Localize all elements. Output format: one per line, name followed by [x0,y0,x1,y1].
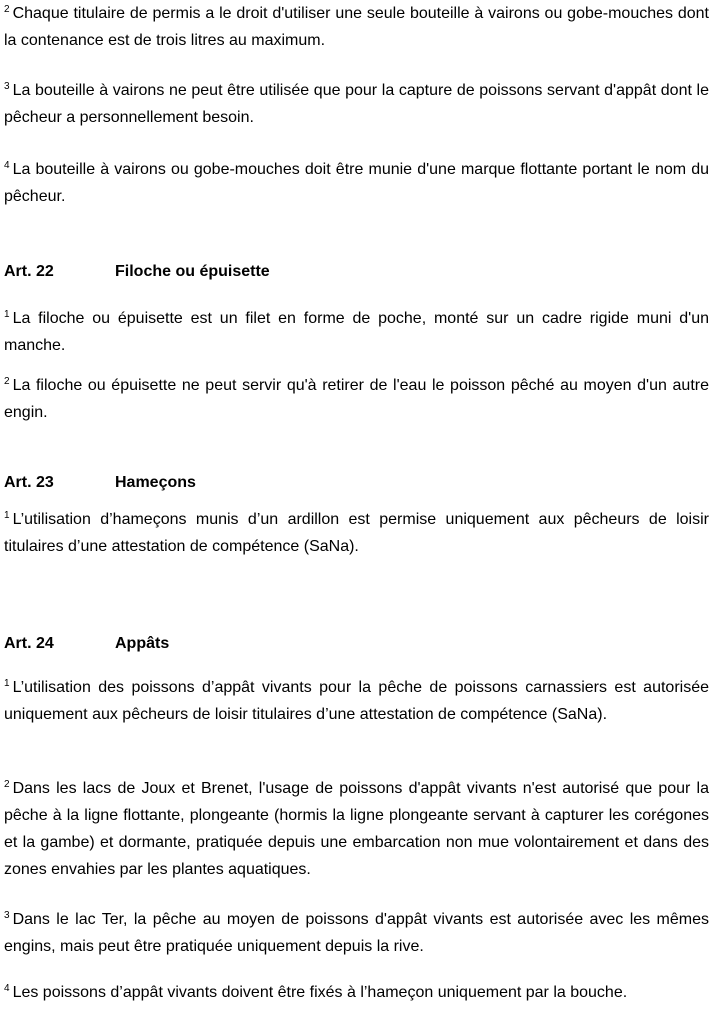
paragraph-art22-al2 [4,372,709,426]
paragraph-art24-al4 [4,979,709,1006]
paragraph-number: 3 [4,910,10,921]
paragraph-text: Les poissons d’appât vivants doivent être fixés à l’hameçon uniquement par la bouche. [12,984,628,1001]
paragraph-text: La filoche ou épuisette est un filet en forme de poche, monté sur un cadre rigide muni d'un manche. [4,310,709,354]
article-title: Hameçons [115,474,196,491]
paragraph-text: L’utilisation des poissons d’appât vivants pour la pêche de poissons carnassiers est autorisée uniquement aux pêcheurs de loisir titulaires d’une attestation de compétence (SaNa). [4,679,709,723]
paragraph-number: 4 [4,160,10,171]
article-heading-24 [4,630,709,657]
paragraph-art24-al1 [4,674,709,728]
paragraph-number: 4 [4,983,10,994]
paragraph-art24-al3 [4,906,709,960]
article-heading-22 [4,258,709,285]
paragraph-art22-al1 [4,305,709,359]
article-number: Art. 24 [4,635,54,652]
paragraph-text: Chaque titulaire de permis a le droit d'utiliser une seule bouteille à vairons ou gobe-mouches dont la contenance est de trois litres au maximum. [4,5,709,49]
paragraph-number: 2 [4,376,10,387]
article-number: Art. 23 [4,474,54,491]
paragraph-text: L’utilisation d’hameçons munis d’un ardillon est permise uniquement aux pêcheurs de loisir titulaires d’une attestation de compétence (SaNa). [4,511,709,555]
paragraph-number: 2 [4,4,10,15]
paragraph-art21-al4 [4,156,709,210]
paragraph-number: 1 [4,678,10,689]
paragraph-text: Dans le lac Ter, la pêche au moyen de poissons d'appât vivants est autorisée avec les mêmes engins, mais peut être pratiquée uniquement depuis la rive. [4,911,709,955]
article-number: Art. 22 [4,263,54,280]
paragraph-number: 2 [4,779,10,790]
paragraph-text: Dans les lacs de Joux et Brenet, l'usage de poissons d'appât vivants n'est autorisé que pour la pêche à la ligne flottante, plongeante (hormis la ligne plongeante servant à capturer les corégones et la gambe) et dormante, pratiquée depuis une embarcation non mue volontairement et dans des zones envahies par les plantes aquatiques. [4,780,709,878]
paragraph-art21-al3 [4,77,709,131]
article-title: Filoche ou épuisette [115,263,270,280]
paragraph-art24-al2 [4,775,709,883]
paragraph-number: 1 [4,309,10,320]
article-title: Appâts [115,635,170,652]
paragraph-number: 3 [4,81,10,92]
paragraph-number: 1 [4,510,10,521]
paragraph-art21-al2 [4,0,709,54]
paragraph-text: La filoche ou épuisette ne peut servir qu'à retirer de l'eau le poisson pêché au moyen d'un autre engin. [4,377,709,421]
paragraph-text: La bouteille à vairons ne peut être utilisée que pour la capture de poissons servant d'appât dont le pêcheur a personnellement besoin. [4,82,709,126]
article-heading-23 [4,469,709,496]
paragraph-text: La bouteille à vairons ou gobe-mouches doit être munie d'une marque flottante portant le nom du pêcheur. [4,161,709,205]
paragraph-art23-al1 [4,506,709,560]
